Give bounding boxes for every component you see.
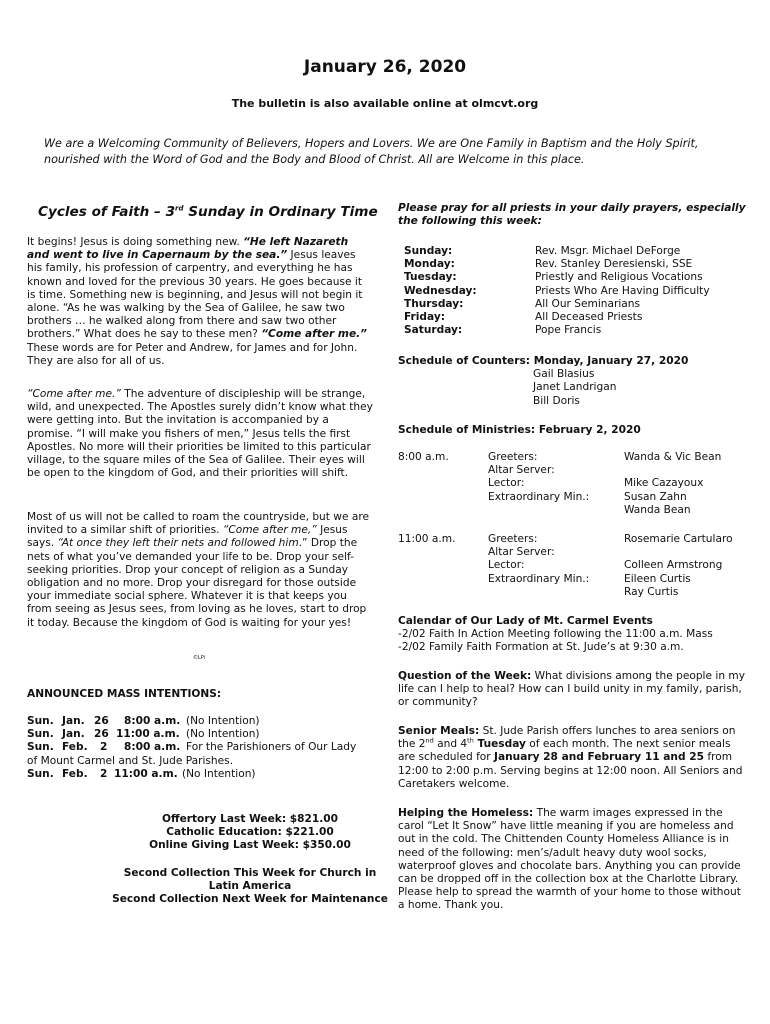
ministry-name: Ray Curtis bbox=[624, 585, 679, 598]
question-label: Question of the Week: bbox=[398, 670, 532, 682]
mass-row bbox=[27, 728, 407, 741]
ministry-names bbox=[624, 533, 746, 599]
online-giving: Online Giving Last Week: $350.00 bbox=[149, 839, 351, 852]
mass-intent: (No Intention) bbox=[186, 715, 260, 727]
mass-intent: (No Intention) bbox=[186, 728, 260, 741]
welcome-statement bbox=[44, 136, 734, 168]
pray-heading-line-1: Please pray for all priests in your daily prayers, especially bbox=[398, 202, 746, 214]
prayer-row bbox=[404, 245, 744, 258]
prayer-row bbox=[404, 285, 744, 298]
counters-date: Monday, January 27, 2020 bbox=[530, 355, 689, 367]
mass-row bbox=[27, 768, 407, 781]
senior-sup: th bbox=[467, 736, 474, 745]
prayer-row bbox=[404, 298, 744, 311]
catholic-education: Catholic Education: $221.00 bbox=[166, 826, 334, 839]
p1-text-2: Jesus leaves his family, his profession of carpentry, and everything he has known and loved for the previous 30 years. He goes because it is time. Something new is beginning, and Jesus will not begin it alone. “As he was walking by the Sea of Galilee, he saw two brothers … he walked along from there and saw two other brothers.” What does he say to these men? bbox=[27, 249, 363, 341]
p1-text-3: These words are for Peter and Andrew, for James and for John. They are also for all of us. bbox=[27, 341, 358, 367]
counters-heading: Schedule of Counters: bbox=[398, 355, 530, 367]
ministry-time: 11:00 a.m. bbox=[398, 533, 456, 545]
ministries-8am bbox=[398, 451, 746, 517]
ministry-roles bbox=[488, 533, 624, 599]
mass-intent: (No Intention) bbox=[182, 767, 256, 780]
ministry-role: Greeters: bbox=[488, 451, 538, 463]
prayer-row bbox=[404, 271, 744, 284]
ministry-role: Extraordinary Min.: bbox=[488, 572, 590, 585]
ministry-name: Susan Zahn bbox=[624, 490, 687, 503]
ministry-role: Extraordinary Min.: bbox=[488, 490, 590, 503]
online-note: The bulletin is also available online at olmcvt.org bbox=[231, 97, 539, 110]
mass-row bbox=[27, 741, 407, 754]
mass-row bbox=[27, 715, 407, 728]
cycles-paragraph-1 bbox=[27, 236, 373, 368]
prayer-day: Friday: bbox=[404, 311, 445, 324]
senior-sup: nd bbox=[425, 736, 434, 745]
prayer-schedule bbox=[404, 245, 744, 337]
welcome-line-1: We are a Welcoming Community of Believers, Hopers and Lovers. We are One Family in Baptism and the Holy Spirit, bbox=[44, 137, 699, 150]
ministry-role: Altar Server: bbox=[488, 464, 555, 477]
p3-text-2: Jesus says. bbox=[27, 524, 348, 550]
counter-name: Bill Doris bbox=[533, 394, 580, 407]
ministry-names bbox=[624, 451, 746, 517]
cycles-of-faith-title bbox=[38, 203, 378, 221]
mass-month: Feb. bbox=[62, 741, 88, 754]
p3-quote-2: “At once they left their nets and followed him bbox=[57, 537, 299, 550]
bulletin-date: January 26, 2020 bbox=[303, 57, 467, 77]
counter-name: Gail Blasius bbox=[533, 368, 595, 381]
mass-time: 8:00 a.m. bbox=[124, 715, 181, 727]
homeless-label: Helping the Homeless: bbox=[398, 807, 534, 819]
ministry-name: Wanda Bean bbox=[624, 503, 691, 516]
prayer-intention: All Our Seminarians bbox=[535, 297, 641, 310]
calendar-event: -2/02 Family Faith Formation at St. Jude’s at 9:30 a.m. bbox=[398, 641, 684, 654]
offertory-last-week: Offertory Last Week: $821.00 bbox=[161, 813, 338, 825]
prayer-day: Saturday: bbox=[404, 324, 463, 337]
prayer-intention: Priestly and Religious Vocations bbox=[535, 271, 703, 284]
mass-row-continuation: of Mount Carmel and St. Jude Parishes. bbox=[27, 754, 234, 767]
welcome-line-2: nourished with the Word of God and the Body and Blood of Christ. All are Welcome in this place. bbox=[44, 153, 585, 166]
counter-names bbox=[398, 368, 746, 408]
ministries-heading: Schedule of Ministries: February 2, 2020 bbox=[398, 424, 641, 436]
senior-text: of each month. The next senior meals are scheduled for bbox=[398, 738, 731, 764]
calendar-event: -2/02 Faith In Action Meeting following the 11:00 a.m. Mass bbox=[398, 628, 713, 641]
mass-time: 8:00 a.m. bbox=[124, 741, 181, 754]
ministry-name: Wanda & Vic Bean bbox=[624, 451, 722, 463]
prayer-day: Tuesday: bbox=[404, 271, 457, 284]
cycles-title-pre: Cycles of Faith – 3 bbox=[38, 204, 176, 220]
prayer-intention: All Deceased Priests bbox=[535, 311, 643, 324]
second-collection-next-week: Second Collection Next Week for Maintenance bbox=[112, 893, 388, 906]
mass-date: 2 bbox=[100, 741, 108, 754]
ministry-name: Rosemarie Cartularo bbox=[624, 533, 733, 545]
ministry-role: Greeters: bbox=[488, 533, 538, 545]
cycles-paragraph-2 bbox=[27, 388, 373, 480]
mass-intentions-heading: ANNOUNCED MASS INTENTIONS: bbox=[27, 688, 222, 700]
prayer-intention: Pope Francis bbox=[535, 324, 602, 337]
mass-day: Sun. bbox=[27, 715, 54, 727]
senior-text: and 4 bbox=[433, 738, 468, 751]
mass-intentions-list bbox=[27, 715, 407, 781]
counter-name: Janet Landrigan bbox=[533, 381, 617, 394]
cycles-title-sup: rd bbox=[175, 204, 184, 213]
ministry-role: Lector: bbox=[488, 477, 525, 490]
p3-text: Most of us will not be called to roam the countryside, but we are invited to a similar shift of priorities. bbox=[27, 511, 369, 537]
counters-section bbox=[398, 355, 746, 408]
senior-text-bold: Tuesday bbox=[473, 738, 526, 751]
senior-dates: January 28 and February 11 and 25 bbox=[494, 751, 704, 764]
prayer-day: Thursday: bbox=[404, 297, 464, 310]
prayer-day: Monday: bbox=[404, 258, 455, 271]
senior-meals-label: Senior Meals: bbox=[398, 725, 480, 737]
homeless-text: The warm images expressed in the carol “Let It Snow” have little meaning if you are homeless and out in the cold. The Chittenden County Homeless Alliance is in need of the following: men’s/adult heavy duty wool socks, waterproof gloves and chocolate bars. Anything you can provide can be dropped off in the collection box at the Charlotte Library. Please help to spread the warmth of your home to those without a home. Thank you. bbox=[398, 807, 741, 912]
mass-month: Jan. bbox=[62, 728, 85, 741]
p1-quote-2: “Come after me.” bbox=[261, 328, 367, 341]
prayer-intention: Rev. Stanley Deresienski, SSE bbox=[535, 258, 693, 271]
prayer-row bbox=[404, 311, 744, 324]
p2-text: The adventure of discipleship will be strange, wild, and unexpected. The Apostles surely didn’t know what they were getting into. But the invitation is accompanied by a promise. “I will make you fishers of men,” Jesus tells the first Apostles. No more will their priorities be limited to this particular village, to the square miles of the Sea of Galilee. Their eyes will be open to the kingdom of God, and their priorities will shift. bbox=[27, 388, 373, 480]
prayer-row bbox=[404, 324, 744, 337]
mass-time: 11:00 a.m. bbox=[116, 728, 180, 741]
mass-month: Jan. bbox=[62, 715, 85, 727]
ministry-time: 8:00 a.m. bbox=[398, 451, 449, 463]
mass-date: 2 bbox=[100, 767, 108, 780]
calendar-heading: Calendar of Our Lady of Mt. Carmel Events bbox=[398, 615, 653, 627]
prayer-day: Sunday: bbox=[404, 245, 453, 257]
mass-month: Feb. bbox=[62, 767, 88, 780]
cycles-paragraph-3 bbox=[27, 511, 373, 630]
mass-date: 26 bbox=[94, 728, 109, 741]
prayer-day: Wednesday: bbox=[404, 284, 477, 297]
p1-quote: “He left Nazareth and went to live in Capernaum by the sea.” bbox=[27, 236, 349, 262]
ministry-roles bbox=[488, 451, 624, 517]
ministry-role: Altar Server: bbox=[488, 546, 555, 559]
ministry-role: Lector: bbox=[488, 559, 525, 572]
mass-day: Sun. bbox=[27, 741, 54, 754]
second-collection-this-week: Second Collection This Week for Church in bbox=[123, 867, 377, 879]
prayer-intention: Rev. Msgr. Michael DeForge bbox=[535, 245, 681, 257]
p2-quote: “Come after me.” bbox=[27, 388, 121, 400]
mass-day: Sun. bbox=[27, 728, 54, 741]
mass-day: Sun. bbox=[27, 767, 54, 780]
prayer-row bbox=[404, 258, 744, 271]
mass-date: 26 bbox=[94, 715, 109, 727]
ministry-name: Eileen Curtis bbox=[624, 572, 691, 585]
ministry-name: Colleen Armstrong bbox=[624, 559, 723, 572]
second-collection-this-week-cont: Latin America bbox=[208, 880, 292, 893]
helping-homeless bbox=[398, 807, 746, 913]
senior-text: from 12:00 to 2:00 p.m. Serving begins at 12:00 noon. All Seniors and Caretakers welcome. bbox=[398, 751, 743, 790]
question-of-week bbox=[398, 670, 746, 710]
prayer-intention: Priests Who Are Having Difficulty bbox=[535, 284, 710, 297]
pray-heading-line-2: the following this week: bbox=[398, 215, 542, 228]
pray-heading bbox=[398, 202, 746, 228]
mass-intent: For the Parishioners of Our Lady bbox=[186, 741, 357, 754]
p3-quote: “Come after me,” bbox=[222, 524, 317, 537]
ministries-11am bbox=[398, 533, 746, 599]
calendar-section bbox=[398, 615, 746, 655]
senior-meals bbox=[398, 725, 746, 791]
ministry-name: Mike Cazayoux bbox=[624, 477, 704, 490]
senior-text: St. Jude Parish offers lunches to area seniors on the 2 bbox=[398, 725, 736, 751]
mass-time: 11:00 a.m. bbox=[114, 767, 178, 780]
question-text: What divisions among the people in my life can I help to heal? How can I build unity in my family, parish, or community? bbox=[398, 670, 746, 709]
p3-text-3: .” Drop the nets of what you’ve demanded your life to be. Drop your self-seeking priorities. Drop your concept of religion as a Sunday obligation and no more. Drop your disregard for those outside your immediate social sphere. Whatever it is that keeps you from seeing as Jesus sees, from loving as he loves, start to drop it today. Because the kingdom of God is waiting for your yes! bbox=[27, 537, 367, 629]
p1-text: It begins! Jesus is doing something new. bbox=[27, 236, 244, 248]
cycles-title-post: Sunday in Ordinary Time bbox=[183, 204, 378, 220]
lpi-credit: ©LPi bbox=[193, 655, 206, 661]
